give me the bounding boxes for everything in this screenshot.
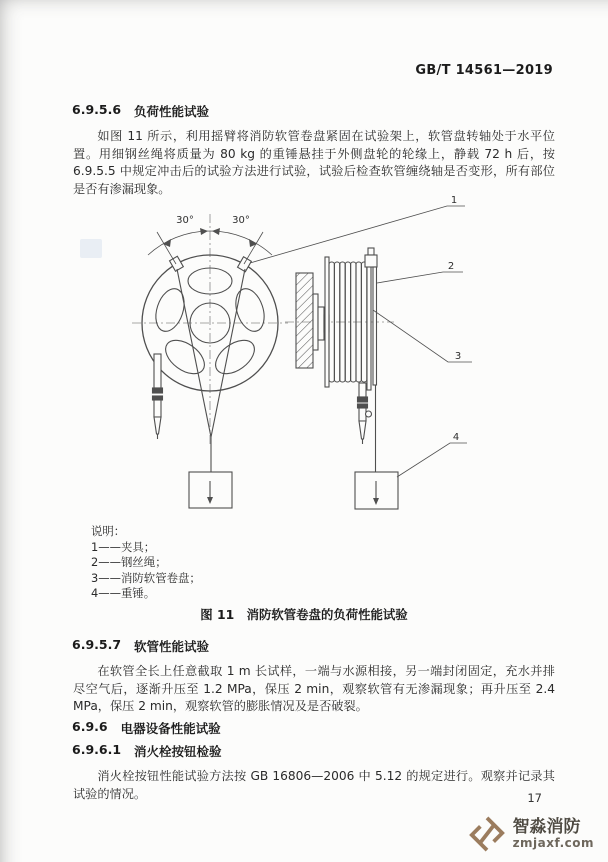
callout-number-3: 3 <box>454 351 462 362</box>
weight-box-side <box>355 472 398 509</box>
page-number: 17 <box>527 791 542 805</box>
callout-number-4: 4 <box>452 432 460 443</box>
callout-number-2: 2 <box>447 261 455 272</box>
legend-label: 说明： <box>91 524 126 538</box>
clamp-side <box>365 248 377 267</box>
section-number: 6.9.5.7 <box>72 637 122 652</box>
weight-box-front <box>189 472 232 508</box>
watermark-logo-icon <box>468 813 506 855</box>
section-heading-6957 <box>72 637 209 655</box>
section-heading-696 <box>72 719 221 737</box>
legend-item-3: 3——消防软管卷盘； <box>91 570 201 585</box>
section-title: 消火栓按钮检验 <box>134 744 222 759</box>
paragraph-load-test: 如图 11 所示，利用摇臂将消防软管卷盘紧固在试验架上，软管盘转轴处于水平位置。用细钢丝绳将质量为 80 kg 的重锤悬挂于外侧盘轮的轮缘上，静载 72 h 后，按 6.9.5.5 中规定冲击后的试验方法进行试验，试验后检查软管缠绕轴是否变形，所有部位是否有渗漏现象。 <box>73 129 555 196</box>
figure-caption: 图 11 消防软管卷盘的负荷性能试验 <box>200 607 408 622</box>
watermark-brand-text: 智淼消防 <box>512 817 581 838</box>
standard-code-header: GB/T 14561—2019 <box>415 63 553 78</box>
leader-4 <box>397 443 467 477</box>
leader-2 <box>377 272 463 283</box>
watermark <box>468 813 594 855</box>
section-title: 负荷性能试验 <box>134 104 210 119</box>
section-heading-6961 <box>72 742 222 760</box>
reel-coils <box>329 262 367 382</box>
wall-hatch <box>296 273 313 368</box>
leader-1 <box>250 206 465 263</box>
section-title: 软管性能试验 <box>134 639 210 654</box>
figure-11-diagram <box>60 190 540 520</box>
paragraph-hose-test: 在软管全长上任意截取 1 m 长试样，一端与水源相接，另一端封闭固定，充水并排尽空气后，逐渐升压至 1.2 MPa，保压 2 min，观察软管有无渗漏现象；再升压至 2.4 MPa，保压 2 min，观察软管的膨胀情况及是否破裂。 <box>73 664 555 713</box>
angle-label-left: 30° <box>176 215 194 226</box>
legend-item-1: 1——夹具； <box>91 539 156 554</box>
hose-nozzle-side <box>358 383 372 444</box>
legend-item-4: 4——重锤。 <box>91 586 156 601</box>
reel-flange-right <box>367 255 371 390</box>
wire-guide <box>373 267 377 385</box>
paragraph-hydrant-button: 消火栓按钮性能试验方法按 GB 16806—2006 中 5.12 的规定进行。观察并记录其试验的情况。 <box>73 769 555 801</box>
callout-number-1: 1 <box>450 195 458 206</box>
section-number: 6.9.6.1 <box>72 742 122 757</box>
side-view-reel <box>285 248 398 509</box>
figure-legend <box>91 524 201 602</box>
extension-line-left <box>157 232 176 264</box>
hose-nozzle-front <box>153 354 163 439</box>
section-number: 6.9.6 <box>72 719 108 734</box>
reel-flange-left <box>325 257 329 387</box>
front-view-wheel <box>132 214 288 508</box>
section-number: 6.9.5.6 <box>72 102 122 117</box>
section-heading-6956 <box>72 102 209 120</box>
extension-line-right <box>244 232 263 264</box>
angle-label-right: 30° <box>232 215 250 226</box>
legend-item-2: 2——钢丝绳； <box>91 555 167 570</box>
watermark-domain-text: zmjaxf.com <box>512 835 594 850</box>
rope-right <box>211 269 245 437</box>
clamp-left <box>170 256 184 271</box>
section-title: 电器设备性能试验 <box>120 721 221 736</box>
